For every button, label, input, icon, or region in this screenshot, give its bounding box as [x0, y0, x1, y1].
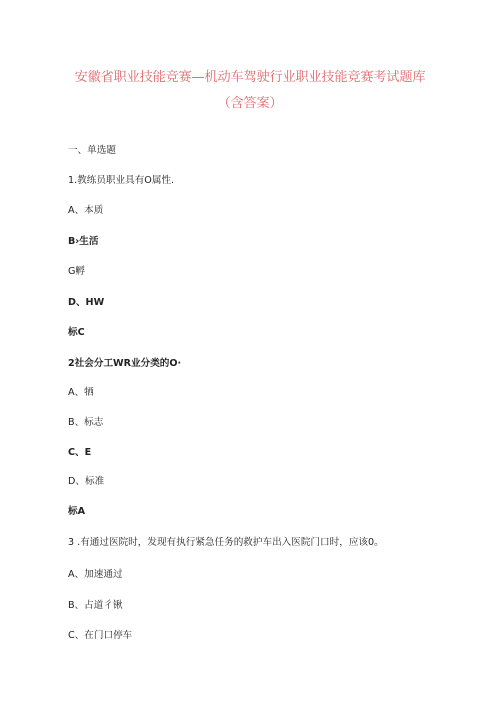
- question-2-option-d: D、标准: [68, 476, 105, 487]
- document-title: 安徽省职业技能竞赛—机动车驾驶行业职业技能竞赛考试题库: [74, 70, 426, 85]
- question-2-answer: 标A: [68, 506, 86, 517]
- question-1-answer: 标C: [68, 327, 85, 338]
- question-3-option-c: C、在门口停车: [68, 630, 133, 641]
- question-2-stem: 2社会分工WR业分类的O·: [68, 358, 182, 369]
- question-1-option-a: A、本质: [68, 205, 104, 216]
- question-3-option-b: B、占道彳锹: [68, 600, 123, 611]
- question-1-option-d: D、HW: [68, 297, 105, 308]
- question-2-option-b: B、标志: [68, 417, 104, 428]
- question-2-option-a: A、牺: [68, 387, 94, 398]
- question-2-option-c: C、E: [68, 447, 92, 458]
- question-1-stem: 1.教练员职业具有O属性.: [68, 175, 175, 186]
- question-3-option-a: A、加速通过: [68, 569, 123, 580]
- section-heading: 一、单选题: [68, 145, 116, 156]
- document-subtitle: （含答案）: [217, 96, 283, 111]
- question-1-option-b: B›生活: [68, 236, 99, 247]
- question-3-stem: 3 .有通过医院时，发现有执行紧急任务的救护车出入医院门口时，应该0。: [68, 537, 384, 548]
- question-1-option-c: G孵: [68, 266, 86, 277]
